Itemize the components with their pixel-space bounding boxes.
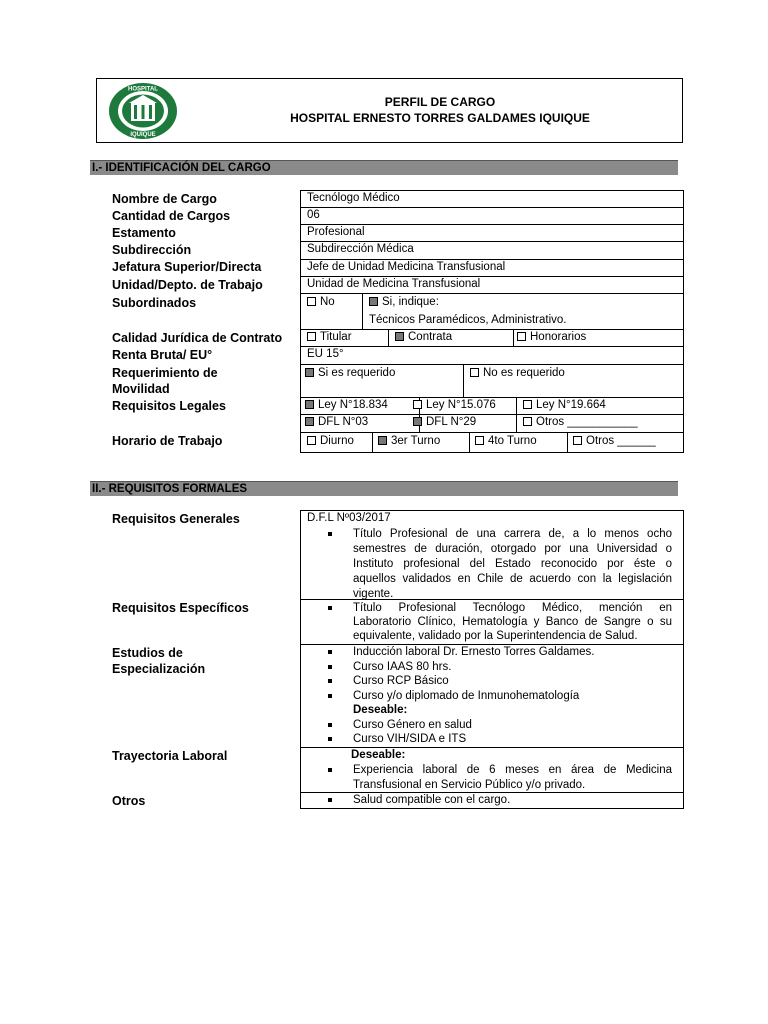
ley-19664-option[interactable]: Ley N°19.664 bbox=[523, 397, 606, 414]
bullet-icon bbox=[328, 798, 332, 802]
label-horario: Horario de Trabajo bbox=[112, 434, 223, 448]
section-1-title: I.- IDENTIFICACIÓN DEL CARGO bbox=[90, 160, 678, 175]
trayectoria-deseable: Deseable: bbox=[351, 749, 406, 761]
checkbox-checked-icon[interactable] bbox=[305, 417, 314, 426]
ley-15076-option[interactable]: Ley N°15.076 bbox=[413, 397, 496, 414]
label-nombre: Nombre de Cargo bbox=[112, 192, 217, 206]
bullet-icon bbox=[328, 606, 332, 610]
label-renta: Renta Bruta/ EU° bbox=[112, 348, 213, 362]
checkbox-unchecked-icon[interactable] bbox=[573, 436, 582, 445]
label-subordinados: Subordinados bbox=[112, 296, 197, 310]
sub-si-option[interactable]: Si, indique: bbox=[369, 294, 439, 311]
checkbox-checked-icon[interactable] bbox=[305, 400, 314, 409]
label-movilidad-2: Movilidad bbox=[112, 382, 170, 396]
checkbox-unchecked-icon[interactable] bbox=[523, 417, 532, 426]
checkbox-unchecked-icon[interactable] bbox=[307, 297, 316, 306]
checkbox-checked-icon[interactable] bbox=[395, 332, 404, 341]
dfl-03-option[interactable]: DFL N°03 bbox=[305, 414, 368, 431]
hospital-logo bbox=[108, 82, 178, 140]
value-subordinados-detalle: Técnicos Paramédicos, Administrativo. bbox=[369, 314, 567, 326]
label-unidad: Unidad/Depto. de Trabajo bbox=[112, 278, 263, 292]
horario-3er-option[interactable]: 3er Turno bbox=[378, 433, 440, 450]
calidad-honorarios-option[interactable]: Honorarios bbox=[517, 329, 586, 346]
logo-text-bottom: IQUIQUE bbox=[130, 132, 156, 138]
value-cantidad: 06 bbox=[307, 209, 320, 221]
checkbox-unchecked-icon[interactable] bbox=[413, 400, 422, 409]
label-cantidad: Cantidad de Cargos bbox=[112, 209, 231, 223]
checkbox-checked-icon[interactable] bbox=[369, 297, 378, 306]
bullet-icon bbox=[328, 694, 332, 698]
checkbox-unchecked-icon[interactable] bbox=[307, 332, 316, 341]
label-subdireccion: Subdirección bbox=[112, 243, 192, 257]
bullet-icon bbox=[328, 737, 332, 741]
sub-no-option[interactable]: No bbox=[307, 294, 335, 311]
generales-head: D.F.L Nº03/2017 bbox=[307, 512, 391, 524]
bullet-icon bbox=[328, 650, 332, 654]
checkbox-checked-icon[interactable] bbox=[413, 417, 422, 426]
label-jefatura: Jefatura Superior/Directa bbox=[112, 260, 262, 274]
page-subtitle: HOSPITAL ERNESTO TORRES GALDAMES IQUIQUE bbox=[290, 111, 590, 125]
otros-legal-option[interactable]: Otros ___________ bbox=[523, 414, 638, 431]
value-unidad: Unidad de Medicina Transfusional bbox=[307, 278, 481, 290]
bullet-icon bbox=[328, 679, 332, 683]
calidad-titular-option[interactable]: Titular bbox=[307, 329, 352, 346]
value-estamento: Profesional bbox=[307, 226, 365, 238]
label-legales: Requisitos Legales bbox=[112, 399, 226, 413]
value-nombre: Tecnólogo Médico bbox=[307, 192, 400, 204]
movilidad-no-option[interactable]: No es requerido bbox=[470, 365, 565, 382]
bullet-icon bbox=[328, 665, 332, 669]
label-estudios-1: Estudios de bbox=[112, 646, 183, 660]
value-renta: EU 15° bbox=[307, 348, 344, 360]
value-subdireccion: Subdirección Médica bbox=[307, 243, 414, 255]
checkbox-unchecked-icon[interactable] bbox=[523, 400, 532, 409]
bullet-icon bbox=[328, 768, 332, 772]
dfl-29-option[interactable]: DFL N°29 bbox=[413, 414, 476, 431]
ley-18834-option[interactable]: Ley N°18.834 bbox=[305, 397, 388, 414]
label-estamento: Estamento bbox=[112, 226, 176, 240]
checkbox-unchecked-icon[interactable] bbox=[475, 436, 484, 445]
label-otros: Otros bbox=[112, 794, 146, 808]
horario-otros-option[interactable]: Otros ______ bbox=[573, 433, 656, 450]
label-especificos: Requisitos Específicos bbox=[112, 601, 249, 615]
section-2-title: II.- REQUISITOS FORMALES bbox=[90, 481, 678, 496]
checkbox-checked-icon[interactable] bbox=[305, 368, 314, 377]
checkbox-unchecked-icon[interactable] bbox=[470, 368, 479, 377]
horario-4to-option[interactable]: 4to Turno bbox=[475, 433, 537, 450]
checkbox-checked-icon[interactable] bbox=[378, 436, 387, 445]
bullet-icon bbox=[328, 723, 332, 727]
horario-diurno-option[interactable]: Diurno bbox=[307, 433, 354, 450]
logo-text-top: HOSPITAL bbox=[128, 86, 158, 93]
label-trayectoria: Trayectoria Laboral bbox=[112, 749, 228, 763]
checkbox-unchecked-icon[interactable] bbox=[517, 332, 526, 341]
bullet-icon bbox=[328, 532, 332, 536]
checkbox-unchecked-icon[interactable] bbox=[307, 436, 316, 445]
movilidad-si-option[interactable]: Si es requerido bbox=[305, 365, 395, 382]
label-movilidad-1: Requerimiento de bbox=[112, 366, 218, 380]
label-estudios-2: Especialización bbox=[112, 662, 206, 676]
label-generales: Requisitos Generales bbox=[112, 512, 240, 526]
page-title: PERFIL DE CARGO bbox=[384, 95, 496, 109]
estudios-deseable: Deseable: bbox=[353, 704, 408, 716]
value-jefatura: Jefe de Unidad Medicina Transfusional bbox=[307, 261, 506, 273]
label-calidad: Calidad Jurídica de Contrato bbox=[112, 331, 283, 345]
calidad-contrata-option[interactable]: Contrata bbox=[395, 329, 452, 346]
